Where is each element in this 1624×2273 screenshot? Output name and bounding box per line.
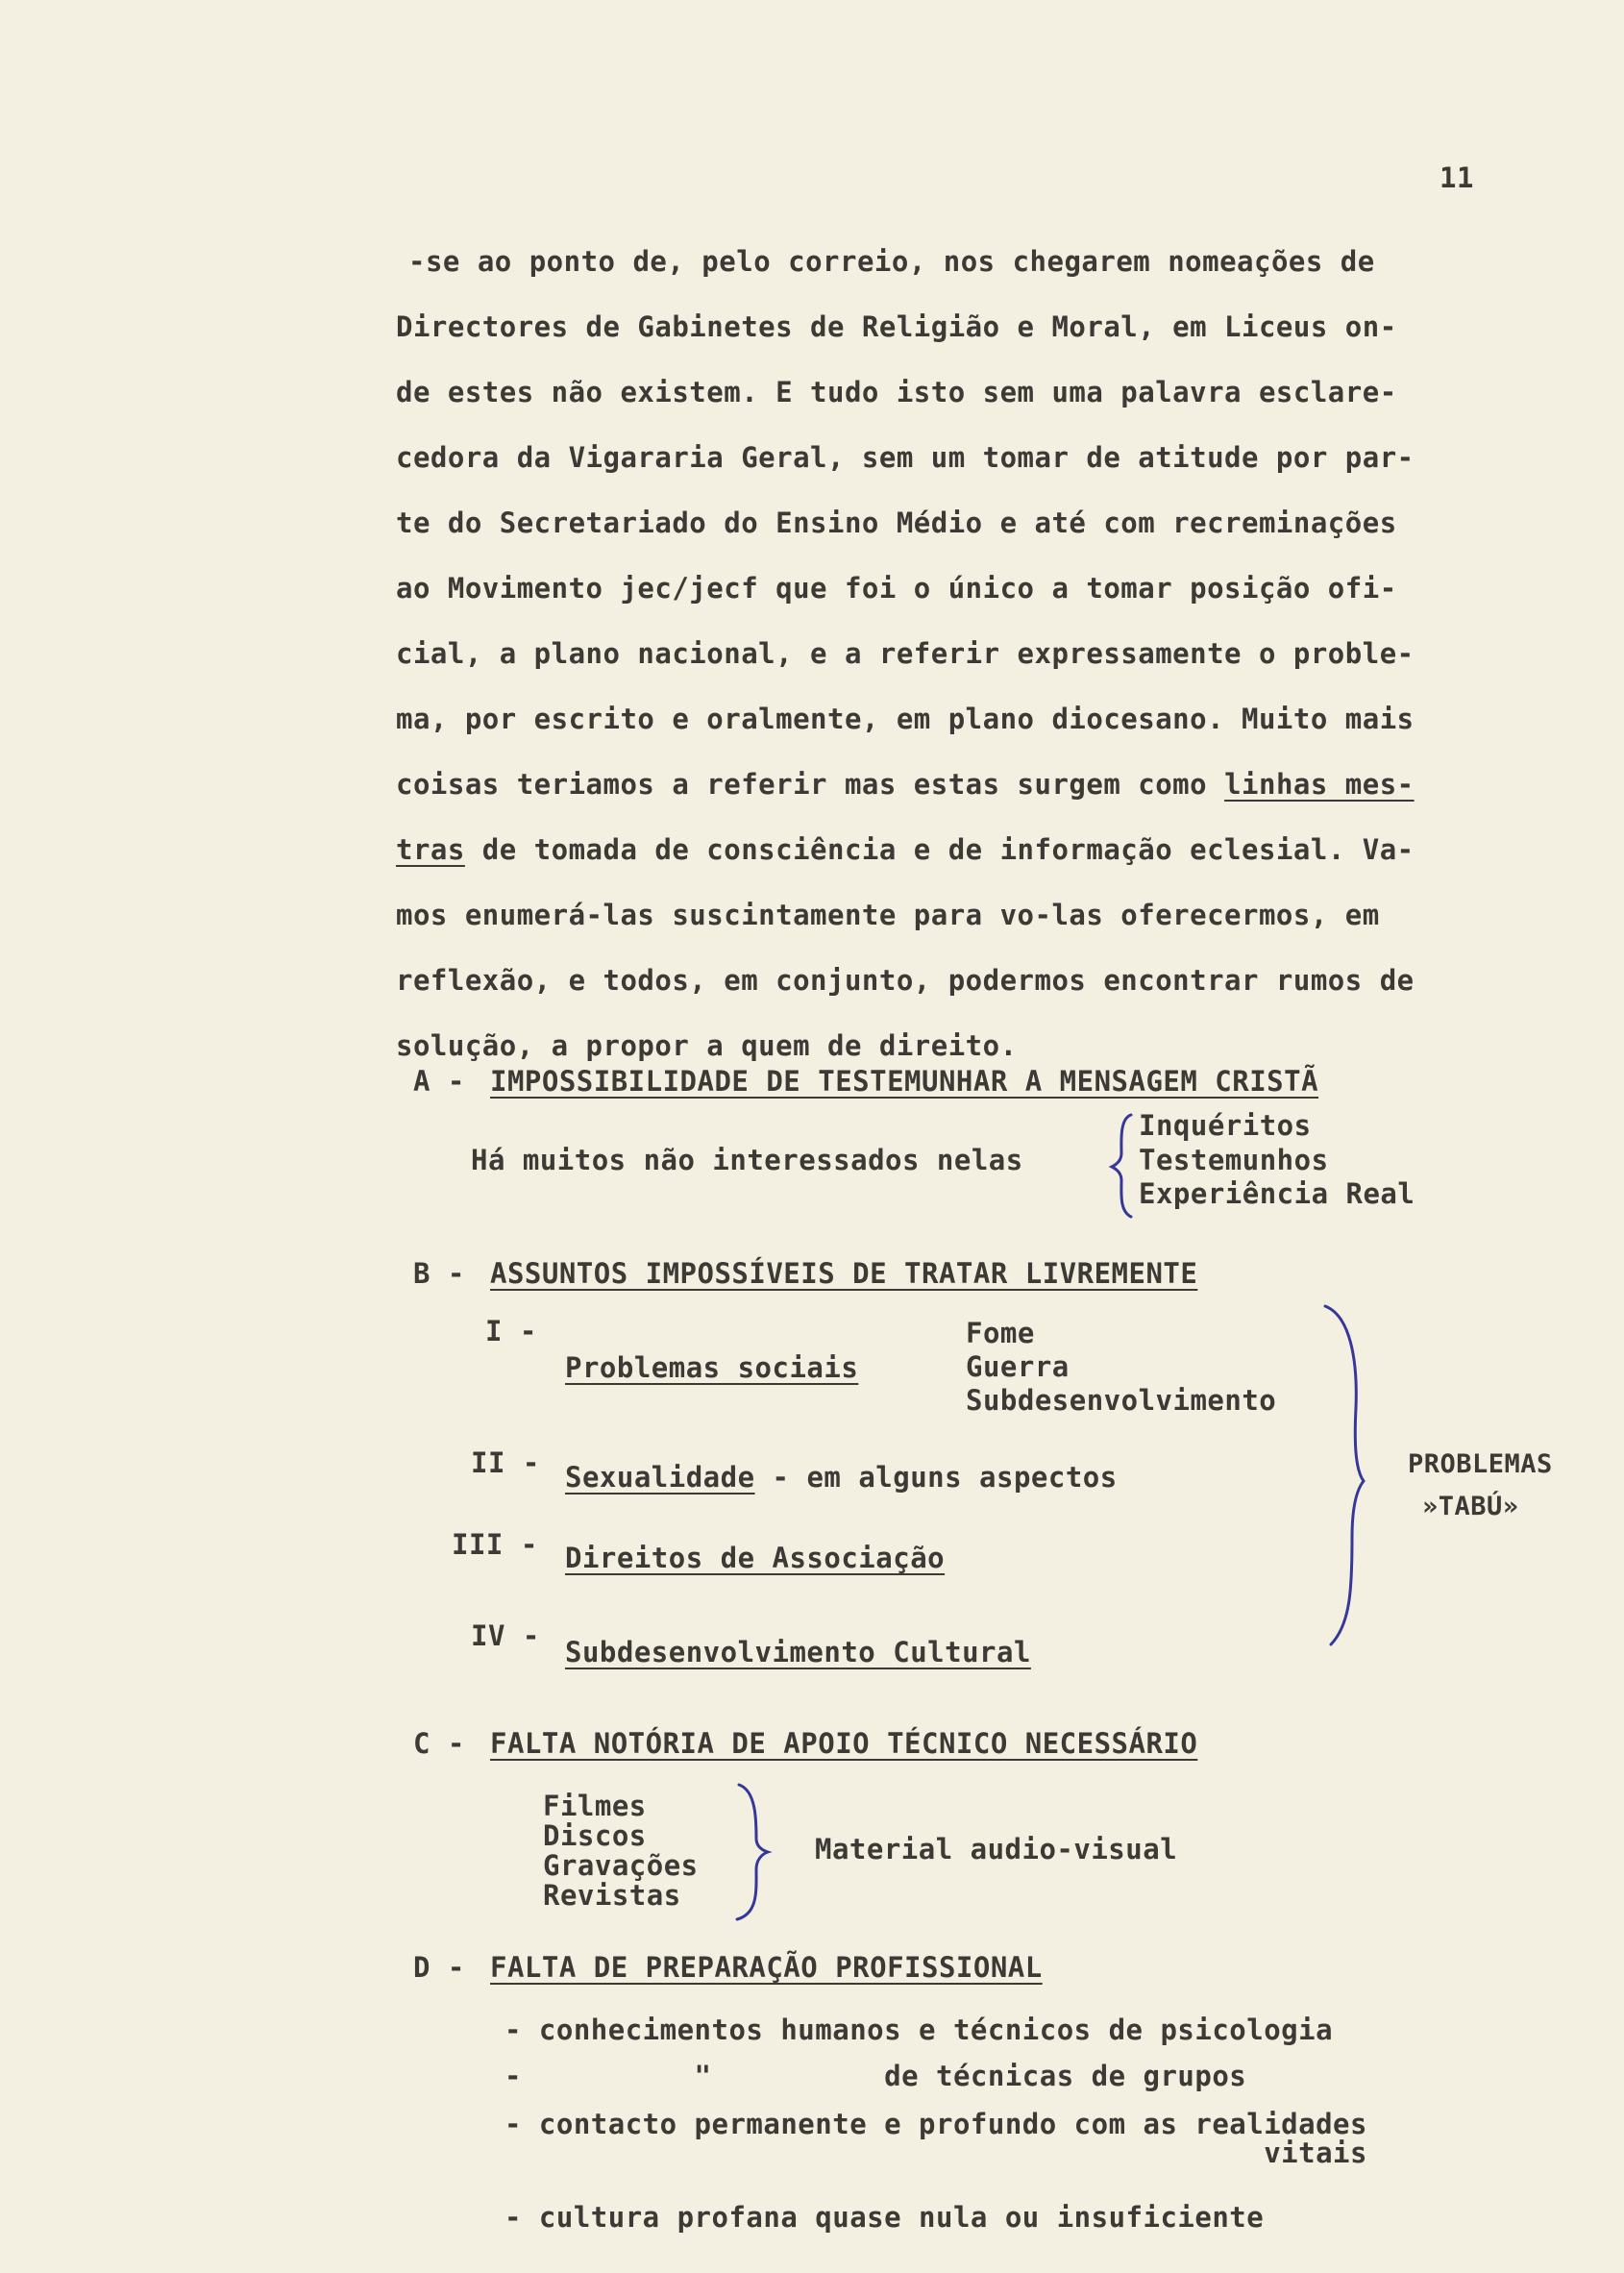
section-b-item-label: Problemas sociais [565, 1351, 859, 1384]
paragraph-text: coisas teriamos a referir mas estas surgem como [396, 768, 1225, 801]
section-b-item-label: Sexualidade [565, 1461, 755, 1494]
section-c-item: Discos [543, 1819, 647, 1852]
underlined-phrase: linhas mes- [1224, 768, 1415, 801]
section-d-line: - cultura profana quase nula ou insuficiente [504, 2201, 1265, 2234]
page-number: 11 [1439, 161, 1474, 194]
section-d-letter: D - [413, 1951, 465, 1984]
blue-brace-icon [735, 1783, 774, 1922]
social-problem-item: Guerra [966, 1350, 1070, 1383]
problems-label: PROBLEMAS [1408, 1449, 1553, 1479]
paragraph-line: ma, por escrito e oralmente, em plano diocesano. Muito mais [396, 703, 1415, 735]
paragraph-line: cedora da Vigararia Geral, sem um tomar de atitude por par- [396, 441, 1415, 474]
section-a-item: Testemunhos [1139, 1144, 1329, 1176]
section-b-item-number: II - [471, 1446, 540, 1479]
paragraph-text: de tomada de consciência e de informação eclesial. Va- [464, 833, 1415, 866]
section-d-line: - contacto permanente e profundo com as realidades [504, 2108, 1367, 2140]
section-a-title: IMPOSSIBILIDADE DE TESTEMUNHAR A MENSAGEM CRISTÃ [490, 1065, 1319, 1098]
paragraph-line: de estes não existem. E tudo isto sem uma palavra esclare- [396, 376, 1397, 408]
paragraph-line [396, 768, 1415, 801]
section-c-item: Filmes [543, 1790, 647, 1822]
paragraph-line: -se ao ponto de, pelo correio, nos chegarem nomeações de [408, 245, 1375, 278]
section-d-line: - conhecimentos humanos e técnicos de psicologia [504, 2014, 1334, 2046]
paragraph-line: reflexão, e todos, em conjunto, podermos encontrar rumos de [396, 964, 1415, 997]
social-problem-item: Fome [966, 1317, 1035, 1349]
blue-brace-icon [1321, 1302, 1379, 1648]
paragraph-line [396, 833, 1415, 866]
section-c-label: Material audio-visual [815, 1833, 1178, 1865]
section-b-item-number: I - [485, 1315, 537, 1347]
section-a-item: Experiência Real [1139, 1177, 1415, 1210]
paragraph-line: te do Secretariado do Ensino Médio e até com recreminações [396, 506, 1397, 539]
paragraph-line: cial, a plano nacional, e a referir expressamente o proble- [396, 637, 1415, 670]
section-b-item-suffix: - em alguns aspectos [754, 1461, 1118, 1494]
section-b-title: ASSUNTOS IMPOSSÍVEIS DE TRATAR LIVREMENTE [490, 1257, 1198, 1290]
social-problem-item: Subdesenvolvimento [966, 1384, 1277, 1417]
taboo-label: »TABÚ» [1422, 1492, 1519, 1521]
section-b-item-label: Direitos de Associação [565, 1542, 946, 1574]
section-c-item: Gravações [543, 1849, 699, 1882]
section-b-item-number: IV - [471, 1619, 540, 1652]
section-a-item: Inquéritos [1139, 1109, 1312, 1142]
blue-brace-icon [1110, 1113, 1139, 1219]
paragraph-line: ao Movimento jec/jecf que foi o único a tomar posição ofi- [396, 572, 1397, 605]
section-b-letter: B - [413, 1257, 465, 1290]
section-d-line: - " de técnicas de grupos [504, 2060, 1247, 2092]
section-c-letter: C - [413, 1727, 465, 1760]
section-d-line: vitais [504, 2137, 1367, 2169]
section-a-letter: A - [413, 1065, 465, 1098]
section-b-item-line [565, 1461, 1118, 1494]
section-d-title: FALTA DE PREPARAÇÃO PROFISSIONAL [490, 1951, 1043, 1984]
section-c-item: Revistas [543, 1879, 681, 1912]
section-b-item-number: III - [452, 1528, 538, 1561]
underlined-phrase: tras [396, 833, 465, 866]
section-c-title: FALTA NOTÓRIA DE APOIO TÉCNICO NECESSÁRIO [490, 1727, 1198, 1760]
paragraph-line: solução, a propor a quem de direito. [396, 1029, 1018, 1062]
section-b-item-label: Subdesenvolvimento Cultural [565, 1636, 1031, 1668]
paragraph-line: mos enumerá-las suscintamente para vo-las oferecermos, em [396, 899, 1380, 931]
section-a-lead: Há muitos não interessados nelas [471, 1144, 1023, 1176]
paragraph-line: Directores de Gabinetes de Religião e Moral, em Liceus on- [396, 310, 1397, 343]
